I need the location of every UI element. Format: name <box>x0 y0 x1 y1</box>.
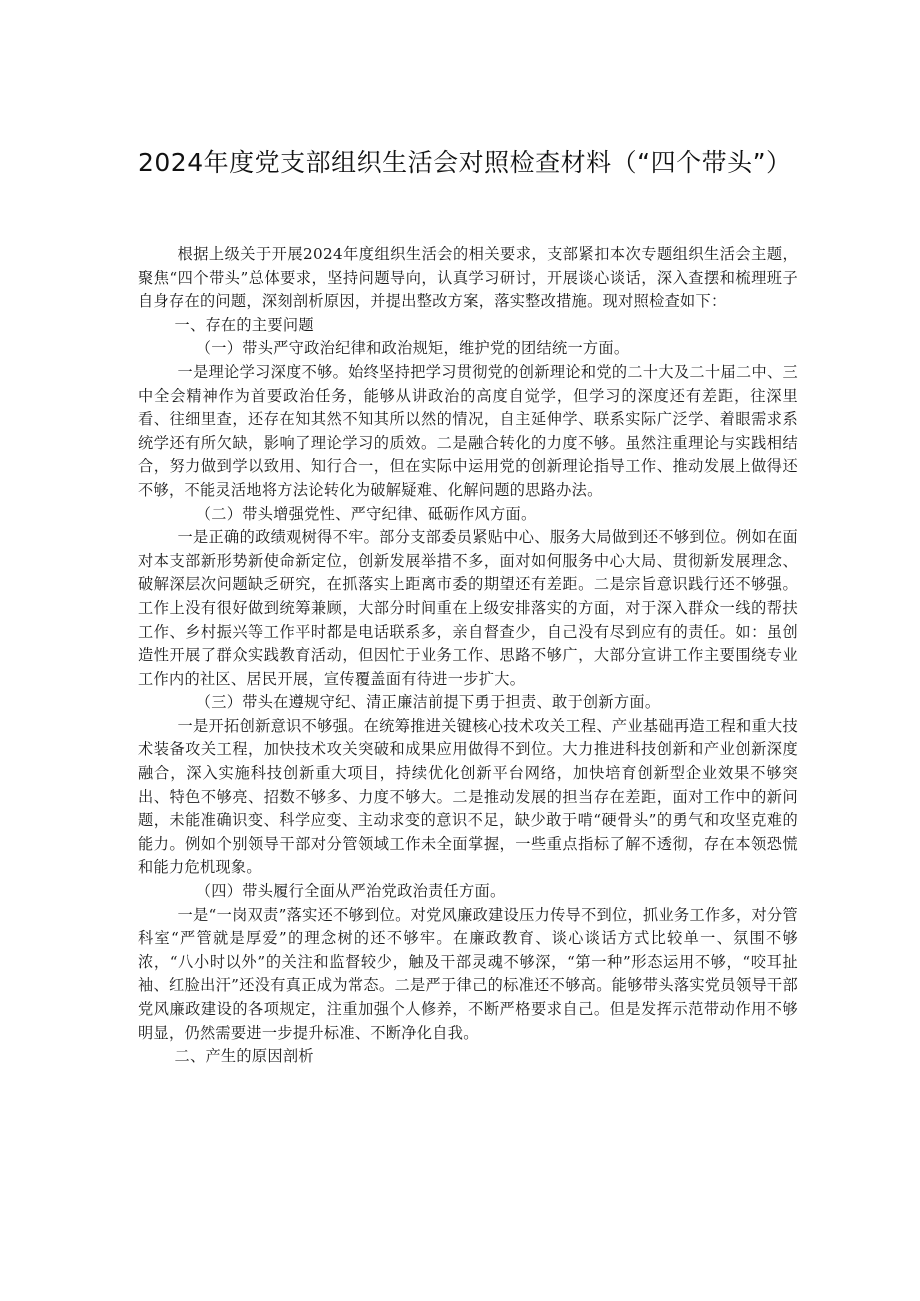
document-title: 2024年度党支部组织生活会对照检查材料（“四个带头”） <box>138 148 792 177</box>
subsection-heading-3: （三）带头在遵规守纪、清正廉洁前提下勇于担责、敢于创新方面。 <box>195 693 661 712</box>
subsection-heading-1: （一）带头严守政治纪律和政治规矩，维护党的团结统一方面。 <box>195 339 630 358</box>
subsection-paragraph-3: 一是开拓创新意识不够强。在统筹推进关键核心技术攻关工程、产业基础再造工程和重大技术装备攻关工程，加快技术攻关突破和成果应用做得不到位。大力推进科技创新和产业创新深度融合，深入实施科技创新重大项目，持续优化创新平台网络，加快培育创新型企业效果不够突出、特色不够亮、招数不够多、力度不够大。二是推动发展的担当存在差距，面对工作中的新问题，未能准确识变、科学应变、主动求变的意识不足，缺少敢于啃“硬骨头”的勇气和攻坚克难的能力。例如个别领导干部对分管领域工作未全面掌握，一些重点指标了解不透彻，存在本领恐慌和能力危机现象。 <box>138 716 798 877</box>
intro-paragraph: 根据上级关于开展2024年度组织生活会的相关要求，支部紧扣本次专题组织生活会主题，聚焦“四个带头”总体要求，坚持问题导向，认真学习研讨，开展谈心谈话，深入查摆和梳理班子自身存在的问题，深刻剖析原因，并提出整改方案，落实整改措施。现对照检查如下： <box>138 245 798 311</box>
subsection-heading-4: （四）带头履行全面从严治党政治责任方面。 <box>195 882 506 901</box>
subsection-paragraph-2: 一是正确的政绩观树得不牢。部分支部委员紧贴中心、服务大局做到还不够到位。例如在面对本支部新形势新使命新定位，创新发展举措不多，面对如何服务中心大局、贯彻新发展理念、破解深层次问题缺乏研究，在抓落实上距离市委的期望还有差距。二是宗旨意识践行还不够强。工作上没有很好做到统筹兼顾，大部分时间重在上级安排落实的方面，对于深入群众一线的帮扶工作、乡村振兴等工作平时都是电话联系多，亲自督查少，自己没有尽到应有的责任。如：虽创造性开展了群众实践教育活动，但因忙于业务工作、思路不够广，大部分宣讲工作主要围绕专业工作内的社区、居民开展，宣传覆盖面有待进一步扩大。 <box>138 528 798 688</box>
subsection-paragraph-1: 一是理论学习深度不够。始终坚持把学习贯彻党的创新理论和党的二十大及二十届二中、三中全会精神作为首要政治任务，能够从讲政治的高度自觉学，但学习的深度还有差距，往深里看、往细里查，还存在知其然不知其所以然的情况，自主延伸学、联系实际广泛学、着眼需求系统学还有所欠缺，影响了理论学习的质效。二是融合转化的力度不够。虽然注重理论与实践相结合，努力做到学以致用、知行合一，但在实际中运用党的创新理论指导工作、推动发展上做得还不够，不能灵活地将方法论转化为破解疑难、化解问题的思路办法。 <box>138 362 798 499</box>
document-body <box>138 243 798 1069</box>
subsection-paragraph-4: 一是“一岗双责”落实还不够到位。对党风廉政建设压力传导不到位，抓业务工作多，对分管科室“严管就是厚爱”的理念树的还不够牢。在廉政教育、谈心谈话方式比较单一、氛围不够浓，“八小时以外”的关注和监督较少，触及干部灵魂不够深，“第一种”形态运用不够，“咬耳扯袖、红脸出汗”还没有真正成为常态。二是严于律己的标准还不够高。能够带头落实党员领导干部党风廉政建设的各项规定，注重加强个人修养，不断严格要求自己。但是发挥示范带动作用不够明显，仍然需要进一步提升标准、不断净化自我。 <box>138 905 798 1042</box>
section-heading-causes: 二、产生的原因剖析 <box>174 1047 314 1066</box>
subsection-heading-2: （二）带头增强党性、严守纪律、砥砺作风方面。 <box>195 504 537 523</box>
section-heading-problems: 一、存在的主要问题 <box>174 315 314 334</box>
